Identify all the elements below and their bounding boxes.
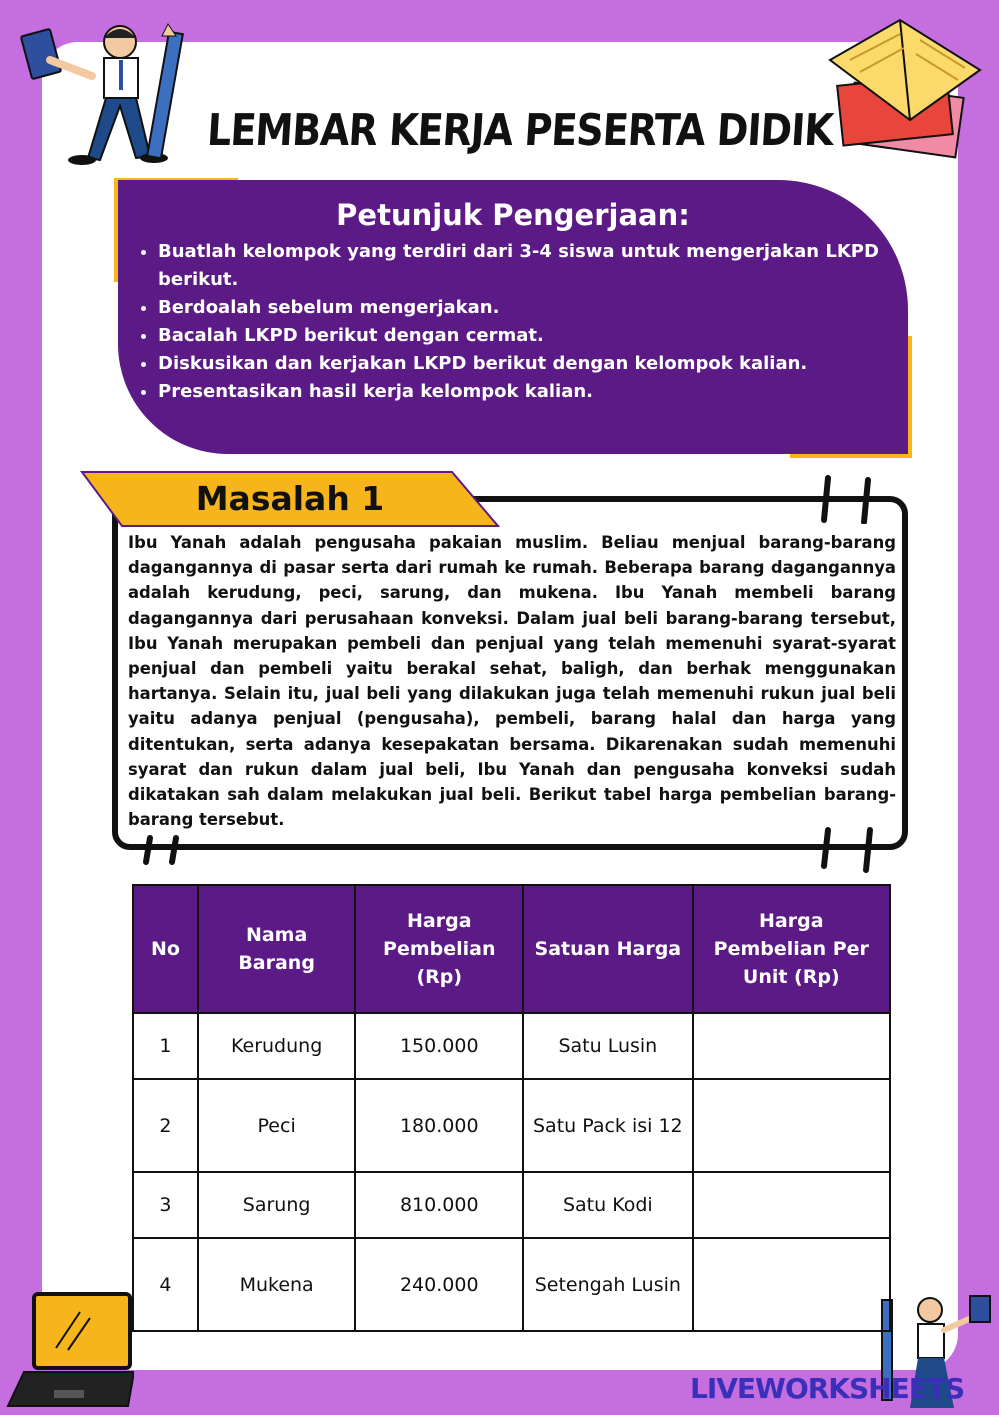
cell-price-unit: Satu Pack isi 12	[523, 1079, 692, 1172]
cell-purchase-price: 810.000	[355, 1172, 523, 1238]
laptop-illustration	[4, 1288, 134, 1412]
tick-marks-bottom	[812, 826, 882, 876]
instruction-item: • Diskusikan dan kerjakan LKPD berikut dengan kelompok kalian.	[158, 350, 906, 378]
cell-no: 1	[133, 1013, 198, 1079]
cell-item-name: Sarung	[198, 1172, 356, 1238]
cell-answer-input[interactable]	[693, 1013, 890, 1079]
cell-item-name: Peci	[198, 1079, 356, 1172]
header-price-per-unit: Harga Pembelian Per Unit (Rp)	[693, 885, 890, 1013]
cell-no: 3	[133, 1172, 198, 1238]
table-row	[133, 1238, 890, 1331]
cell-price-unit: Satu Lusin	[523, 1013, 692, 1079]
tick-marks-left	[138, 834, 198, 868]
header-price-unit: Satuan Harga	[523, 885, 692, 1013]
cell-price-unit: Setengah Lusin	[523, 1238, 692, 1331]
table-header-row	[133, 885, 890, 1013]
cell-answer-input[interactable]	[693, 1079, 890, 1172]
cell-answer-input[interactable]	[693, 1172, 890, 1238]
problem-text: Ibu Yanah adalah pengusaha pakaian muslim. Beliau menjual barang-barang dagangannya di pasar serta dari rumah ke rumah. Beberapa barang dagangannya adalah kerudung, peci, sarung, dan mukena. Ibu Yanah membeli barang dagangannya dari perusahaan konveksi. Dalam jual beli barang-barang tersebut, Ibu Yanah merupakan pembeli dan penjual yang telah memenuhi syarat-syarat penjual dan pembeli yaitu berakal sehat, baligh, dan berhak menggunakan hartanya. Selain itu, jual beli yang dilakukan juga telah memenuhi rukun jual beli yaitu adanya penjual (pengusaha), pembeli, barang halal dan harga yang ditentukan, serta adanya kesepakatan bersama. Dikarenakan sudah memenuhi syarat dan rukun dalam jual beli, Ibu Yanah dan pengusaha konveksi sudah dikatakan sah dalam melakukan jual beli. Berikut tabel harga pembelian barang-barang tersebut.	[128, 533, 896, 830]
cell-no: 4	[133, 1238, 198, 1331]
price-table	[132, 884, 891, 1332]
instructions-title: Petunjuk Pengerjaan:	[336, 198, 690, 232]
instruction-item: • Presentasikan hasil kerja kelompok kalian.	[158, 378, 906, 406]
header-no: No	[133, 885, 198, 1013]
table-row	[133, 1013, 890, 1079]
page-title: LEMBAR KERJA PESERTA DIDIK	[205, 104, 835, 156]
open-books-illustration	[820, 10, 990, 170]
table-row	[133, 1172, 890, 1238]
instruction-item: • Berdoalah sebelum mengerjakan.	[158, 294, 906, 322]
cell-item-name: Mukena	[198, 1238, 356, 1331]
header-purchase-price: Harga Pembelian (Rp)	[355, 885, 523, 1013]
header-item-name: Nama Barang	[198, 885, 356, 1013]
cell-item-name: Kerudung	[198, 1013, 356, 1079]
cell-purchase-price: 240.000	[355, 1238, 523, 1331]
cell-answer-input[interactable]	[693, 1238, 890, 1331]
instructions-accent-corner	[790, 336, 912, 458]
instruction-item: • Buatlah kelompok yang terdiri dari 3-4 siswa untuk mengerjakan LKPD berikut.	[158, 238, 906, 294]
cell-no: 2	[133, 1079, 198, 1172]
cell-purchase-price: 180.000	[355, 1079, 523, 1172]
cell-purchase-price: 150.000	[355, 1013, 523, 1079]
table-row	[133, 1079, 890, 1172]
tick-marks-top	[810, 474, 880, 524]
cell-price-unit: Satu Kodi	[523, 1172, 692, 1238]
student-with-pencil-illustration	[20, 18, 190, 178]
liveworksheets-logo[interactable]: LIVEWORKSHEETS	[690, 1372, 965, 1405]
instruction-item: • Bacalah LKPD berikut dengan cermat.	[158, 322, 906, 350]
problem-label: Masalah 1	[195, 479, 385, 518]
